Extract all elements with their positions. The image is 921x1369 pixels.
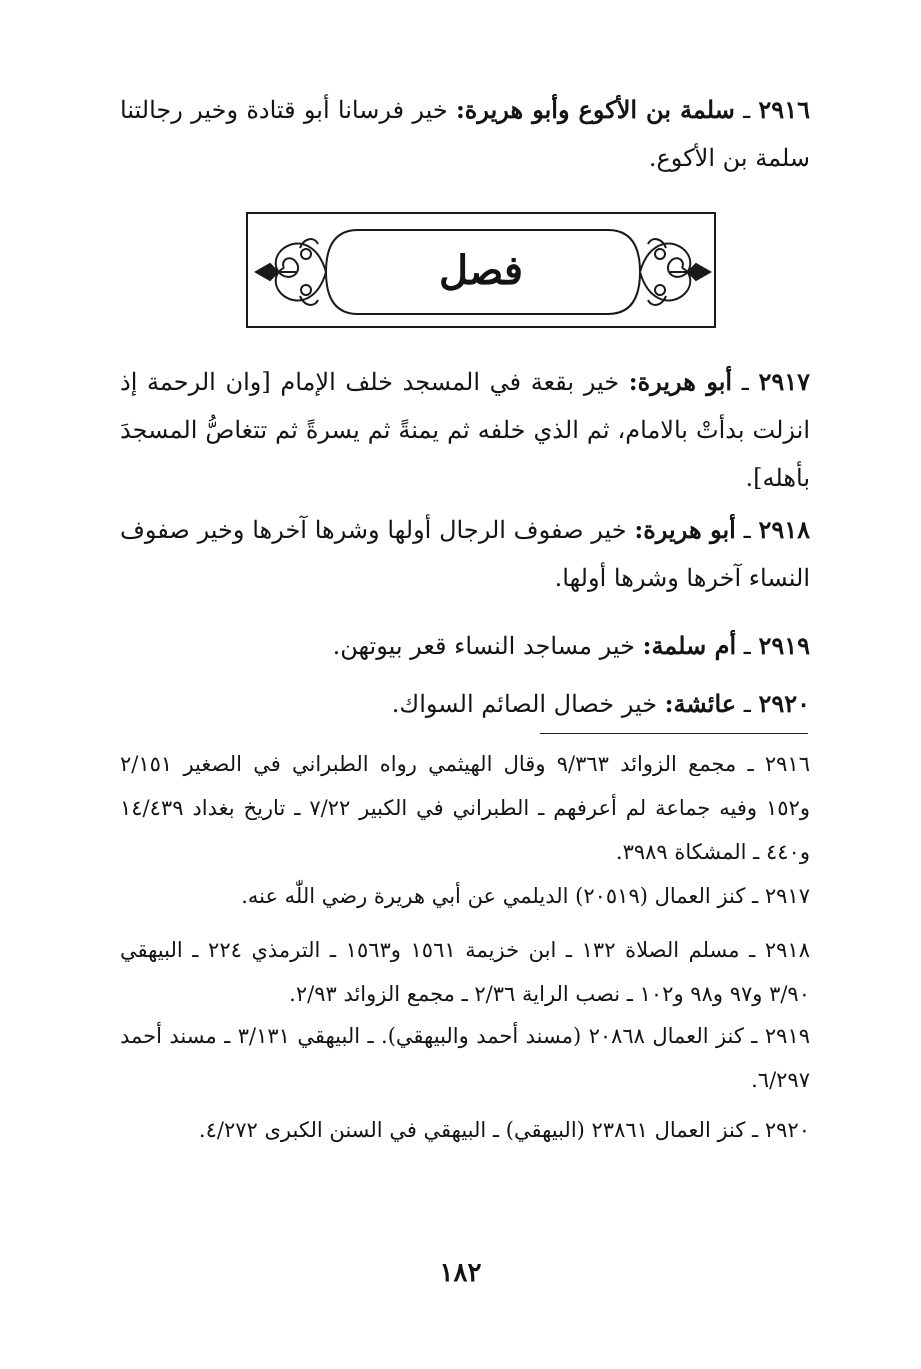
footnote-divider bbox=[540, 733, 808, 734]
section-header-frame bbox=[246, 212, 716, 328]
entry-text: خير مساجد النساء قعر بيوتهن. bbox=[332, 632, 635, 660]
entry-separator: ـ bbox=[743, 96, 751, 124]
entry-2919 bbox=[120, 622, 810, 670]
entry-number: ٢٩١٨ bbox=[758, 515, 811, 544]
entry-narrator: أم سلمة: bbox=[642, 631, 737, 660]
entry-number: ٢٩٢٠ bbox=[758, 689, 810, 718]
entry-narrator: عائشة: bbox=[664, 689, 737, 718]
footnote-2919: ٢٩١٩ ـ كنز العمال ٢٠٨٦٨ (مسند أحمد والبيهقي). ـ البيهقي ٣/١٣١ ـ مسند أحمد ٦/٢٩٧. bbox=[120, 1024, 811, 1092]
footnote-2916: ٢٩١٦ ـ مجمع الزوائد ٩/٣٦٣ وقال الهيثمي رواه الطبراني في الصغير ٢/١٥١ و١٥٢ وفيه جماعة لم أعرفهم ـ الطبراني في الكبير ٧/٢٢ ـ تاريخ بغداد ١٤/٤٣٩ و٤٤٠ ـ المشكاة ٣٩٨٩. bbox=[120, 752, 810, 864]
entry-number: ٢٩١٦ bbox=[758, 95, 810, 124]
entry-text: خير فرسانا أبو قتادة وخير رجالتنا سلمة بن الأكوع. bbox=[120, 96, 810, 172]
entry-narrator: أبو هريرة: bbox=[628, 367, 733, 396]
entry-separator: ـ bbox=[743, 516, 751, 544]
entry-2918 bbox=[120, 506, 810, 602]
footnote-2917: ٢٩١٧ ـ كنز العمال (٢٠٥١٩) الديلمي عن أبي هريرة رضي اللّٰه عنه. bbox=[241, 884, 810, 908]
section-title: فصل bbox=[438, 246, 524, 294]
entry-2916 bbox=[120, 86, 810, 182]
footnote-2918: ٢٩١٨ ـ مسلم الصلاة ١٣٢ ـ ابن خزيمة ١٥٦١ و١٥٦٣ ـ الترمذي ٢٢٤ ـ البيهقي ٣/٩٠ و٩٧ و٩٨ و١٠٢ ـ نصب الراية ٢/٣٦ ـ مجمع الزوائد ٢/٩٣. bbox=[120, 938, 810, 1006]
entry-separator: ـ bbox=[741, 368, 749, 396]
entry-number: ٢٩١٧ bbox=[758, 367, 810, 396]
entry-text: خير بقعة في المسجد خلف الإمام [وان الرحمة إذ انزلت بدأتْ بالامام، ثم الذي خلفه ثم يمنةً ثم يسرةً ثم تتغاصُّ المسجدَ بأهله]. bbox=[120, 368, 810, 492]
entry-text: خير خصال الصائم السواك. bbox=[391, 690, 658, 718]
entry-text: خير صفوف الرجال أولها وشرها آخرها وخير صفوف النساء آخرها وشرها أولها. bbox=[120, 516, 810, 592]
footnote-2920: ٢٩٢٠ ـ كنز العمال ٢٣٨٦١ (البيهقي) ـ البيهقي في السنن الكبرى ٤/٢٧٢. bbox=[198, 1118, 810, 1142]
entry-separator: ـ bbox=[743, 690, 751, 718]
page-number: ١٨٢ bbox=[439, 1258, 482, 1288]
entry-narrator: أبو هريرة: bbox=[634, 515, 736, 544]
entry-2917 bbox=[120, 358, 810, 502]
entry-2920 bbox=[120, 680, 810, 728]
entry-separator: ـ bbox=[743, 632, 751, 660]
entry-narrator: سلمة بن الأكوع وأبو هريرة: bbox=[455, 95, 735, 124]
entry-number: ٢٩١٩ bbox=[758, 631, 810, 660]
